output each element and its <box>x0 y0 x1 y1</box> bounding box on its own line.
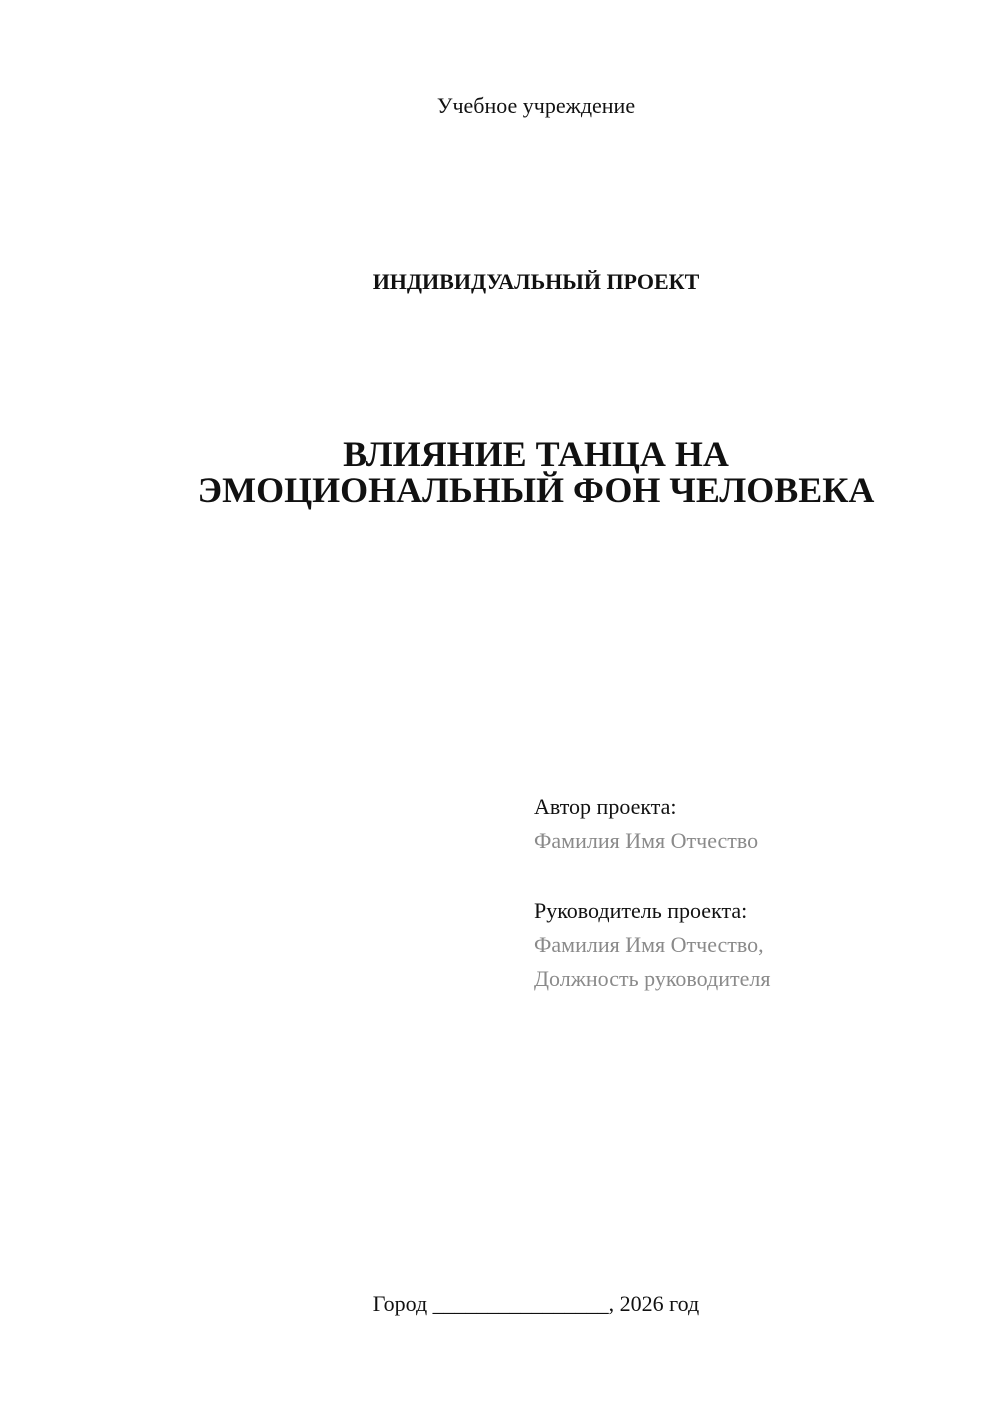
project-title-line-1: ВЛИЯНИЕ ТАНЦА НА <box>343 434 729 474</box>
block-spacer <box>534 858 964 894</box>
project-title-line-2: ЭМОЦИОНАЛЬНЫЙ ФОН ЧЕЛОВЕКА <box>197 470 875 510</box>
author-label: Автор проекта: <box>534 794 677 819</box>
supervisor-label: Руководитель проекта: <box>534 898 748 923</box>
institution-name: Учебное учреждение <box>436 93 636 118</box>
author-name: Фамилия Имя Отчество <box>534 828 759 853</box>
project-type: ИНДИВИДУАЛЬНЫЙ ПРОЕКТ <box>372 269 700 294</box>
supervisor-position: Должность руководителя <box>534 966 771 991</box>
supervisor-name: Фамилия Имя Отчество, <box>534 932 764 957</box>
city-year-footer: Город ________________, 2026 год <box>372 1291 700 1316</box>
author-and-supervisor-block <box>534 790 964 996</box>
project-title <box>0 436 1000 508</box>
